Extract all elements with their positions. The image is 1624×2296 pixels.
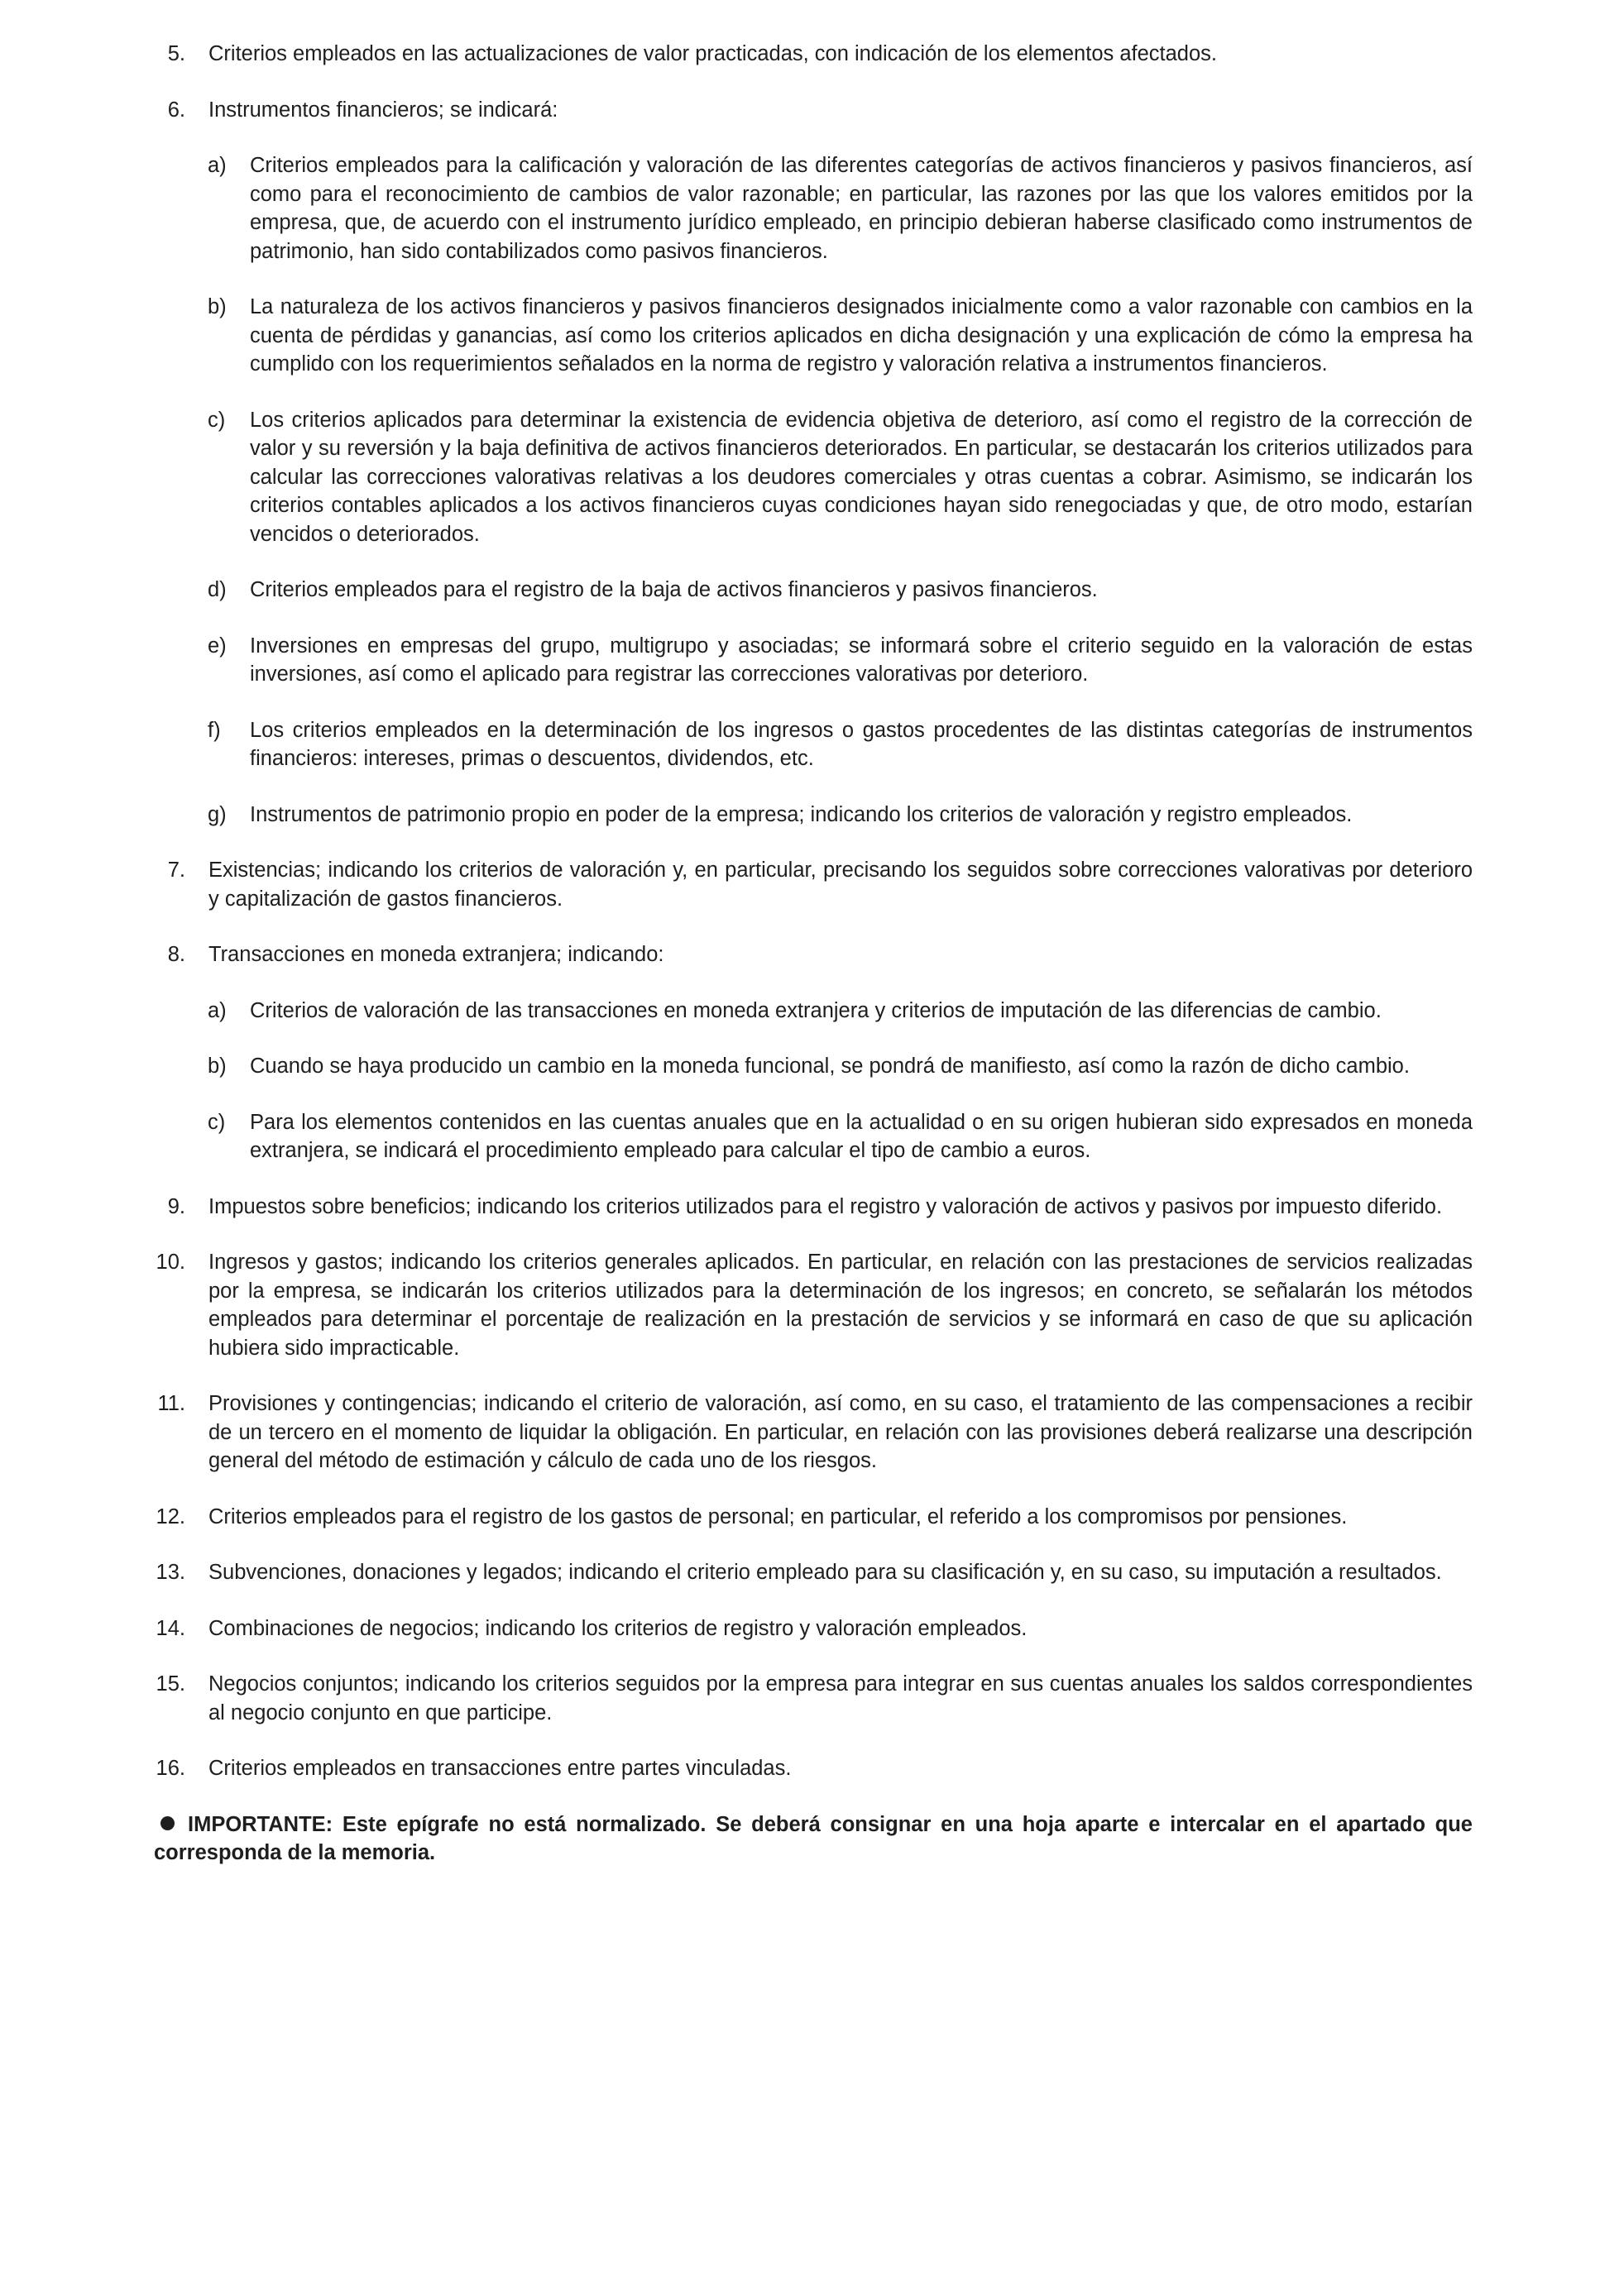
sub-list-item (154, 716, 1473, 773)
item-number: 8. (167, 943, 185, 966)
item-number: 13. (156, 1561, 185, 1584)
sub-item-letter: g) (208, 802, 227, 826)
item-number: 6. (167, 98, 185, 122)
item-text: Combinaciones de negocios; indicando los criterios de registro y valoración empleados. (208, 1616, 1028, 1640)
list-item (154, 856, 1473, 913)
list-item (154, 40, 1473, 69)
sub-list (208, 997, 1473, 1165)
sub-list-item (154, 632, 1473, 689)
item-text: Provisiones y contingencias; indicando el criterio de valoración, así como, en su caso, el tratamiento de las compensaciones a recibir de un tercero en el momento de liquidar la obligación. En particular, en relación con las provisiones deberá realizarse una descripción general del método de estimación y cálculo de cada uno de los riesgos. (208, 1392, 1473, 1472)
item-number: 5. (167, 42, 185, 65)
item-text: Subvenciones, donaciones y legados; indicando el criterio empleado para su clasificación y, en su caso, su imputación a resultados. (208, 1561, 1442, 1584)
item-text: Criterios empleados para el registro de los gastos de personal; en particular, el referido a los compromisos por pensiones. (208, 1504, 1348, 1528)
item-text: Negocios conjuntos; indicando los criterios seguidos por la empresa para integrar en sus cuentas anuales los saldos correspondientes al negocio conjunto en que participe. (208, 1672, 1473, 1724)
sub-item-letter: a) (208, 154, 227, 177)
sub-item-text: Los criterios empleados en la determinación de los ingresos o gastos procedentes de las distintas categorías de instrumentos financieros: intereses, primas o descuentos, dividendos, etc. (250, 718, 1473, 770)
sub-list (208, 151, 1473, 829)
list-item (154, 1193, 1473, 1222)
sub-item-text: Criterios empleados para el registro de la baja de activos financieros y pasivos financieros. (250, 578, 1098, 601)
sub-item-letter: c) (208, 1110, 226, 1134)
item-number: 14. (156, 1616, 185, 1640)
sub-item-text: Para los elementos contenidos en las cuentas anuales que en la actualidad o en su origen hubieran sido expresados en moneda extranjera, se indicará el procedimiento empleado para calcular el tipo de cambio a euros. (250, 1110, 1473, 1162)
sub-list-item (154, 293, 1473, 379)
item-number: 11. (157, 1392, 185, 1415)
sub-list-item (154, 1052, 1473, 1081)
sub-item-text: La naturaleza de los activos financieros y pasivos financieros designados inicialmente como a valor razonable con cambios en la cuenta de pérdidas y ganancias, así como los criterios aplicados en dicha designación y una explicación de cómo la empresa ha cumplido con los requerimientos señalados en la norma de registro y valoración relativa a instrumentos financieros. (250, 295, 1473, 375)
sub-item-text: Inversiones en empresas del grupo, multigrupo y asociadas; se informará sobre el criterio seguido en la valoración de estas inversiones, así como el aplicado para registrar las correcciones valorativas por deterioro. (250, 634, 1473, 686)
sub-item-letter: f) (208, 718, 221, 742)
list-item (154, 1558, 1473, 1587)
sub-item-text: Criterios empleados para la calificación y valoración de las diferentes categorías de activos financieros y pasivos financieros, así como para el reconocimiento de cambios de valor razonable; en particular, las razones por las que los valores emitidos por la empresa, que, de acuerdo con el instrumento jurídico empleado, en principio debieran haberse clasificado como instrumentos de patrimonio, han sido contabilizados como pasivos financieros. (250, 154, 1473, 263)
sub-item-letter: b) (208, 1055, 227, 1078)
item-text: Existencias; indicando los criterios de valoración y, en particular, precisando los seguidos sobre correcciones valorativas por deterioro y capitalización de gastos financieros. (208, 859, 1473, 911)
sub-item-text: Criterios de valoración de las transacciones en moneda extranjera y criterios de imputación de las diferencias de cambio. (250, 998, 1382, 1022)
list-item (154, 940, 1473, 1165)
item-number: 12. (156, 1504, 185, 1528)
list-item (154, 96, 1473, 830)
item-text: Ingresos y gastos; indicando los criterios generales aplicados. En particular, en relación con las prestaciones de servicios realizadas por la empresa, se indicarán los criterios utilizados para la determinación de los ingresos; en concreto, se señalarán los métodos empleados para determinar el porcentaje de realización en la prestación de servicios y se informará en caso de que su aplicación hubiera sido impracticable. (208, 1251, 1473, 1360)
list-item (154, 1670, 1473, 1727)
sub-list-item (154, 1108, 1473, 1165)
list-item (154, 1390, 1473, 1476)
sub-item-letter: b) (208, 295, 227, 318)
item-text: Instrumentos financieros; se indicará: (208, 98, 558, 122)
sub-item-letter: d) (208, 578, 227, 601)
important-text: IMPORTANTE: Este epígrafe no está normalizado. Se deberá consignar en una hoja aparte e intercalar en el apartado que corresponda de la memoria. (154, 1812, 1473, 1864)
item-text: Criterios empleados en las actualizaciones de valor practicadas, con indicación de los elementos afectados. (208, 42, 1218, 65)
item-text: Impuestos sobre beneficios; indicando los criterios utilizados para el registro y valoración de activos y pasivos por impuesto diferido. (208, 1194, 1443, 1218)
item-number: 15. (156, 1672, 185, 1696)
document-content (154, 40, 1473, 1868)
sub-item-letter: a) (208, 998, 227, 1022)
sub-item-letter: c) (208, 408, 226, 432)
list-item (154, 1614, 1473, 1643)
bullet-icon (160, 1816, 175, 1830)
sub-item-letter: e) (208, 634, 227, 658)
list-item (154, 1248, 1473, 1362)
sub-list-item (154, 151, 1473, 265)
sub-item-text: Cuando se haya producido un cambio en la moneda funcional, se pondrá de manifiesto, así como la razón de dicho cambio. (250, 1055, 1410, 1078)
sub-list-item (154, 997, 1473, 1026)
list-item (154, 1754, 1473, 1783)
item-text: Transacciones en moneda extranjera; indicando: (208, 943, 664, 966)
list-item (154, 1503, 1473, 1532)
sub-list-item (154, 576, 1473, 605)
item-number: 7. (167, 859, 185, 882)
sub-item-text: Instrumentos de patrimonio propio en poder de la empresa; indicando los criterios de valoración y registro empleados. (250, 802, 1353, 826)
sub-list-item (154, 801, 1473, 830)
item-number: 16. (156, 1757, 185, 1780)
sub-list-item (154, 406, 1473, 549)
sub-item-text: Los criterios aplicados para determinar la existencia de evidencia objetiva de deterioro, así como el registro de la corrección de valor y su reversión y la baja definitiva de activos financieros deteriorados. En particular, se destacarán los criterios utilizados para calcular las correcciones valorativas relativas a los deudores comerciales y otras cuentas a cobrar. Asimismo, se indicarán los criterios contables aplicados a los activos financieros cuyas condiciones hayan sido renegociadas y que, de otro modo, estarían vencidos o deteriorados. (250, 408, 1473, 546)
item-number: 9. (167, 1194, 185, 1218)
item-number: 10. (156, 1251, 185, 1274)
important-note (154, 1810, 1473, 1868)
item-text: Criterios empleados en transacciones entre partes vinculadas. (208, 1757, 792, 1780)
